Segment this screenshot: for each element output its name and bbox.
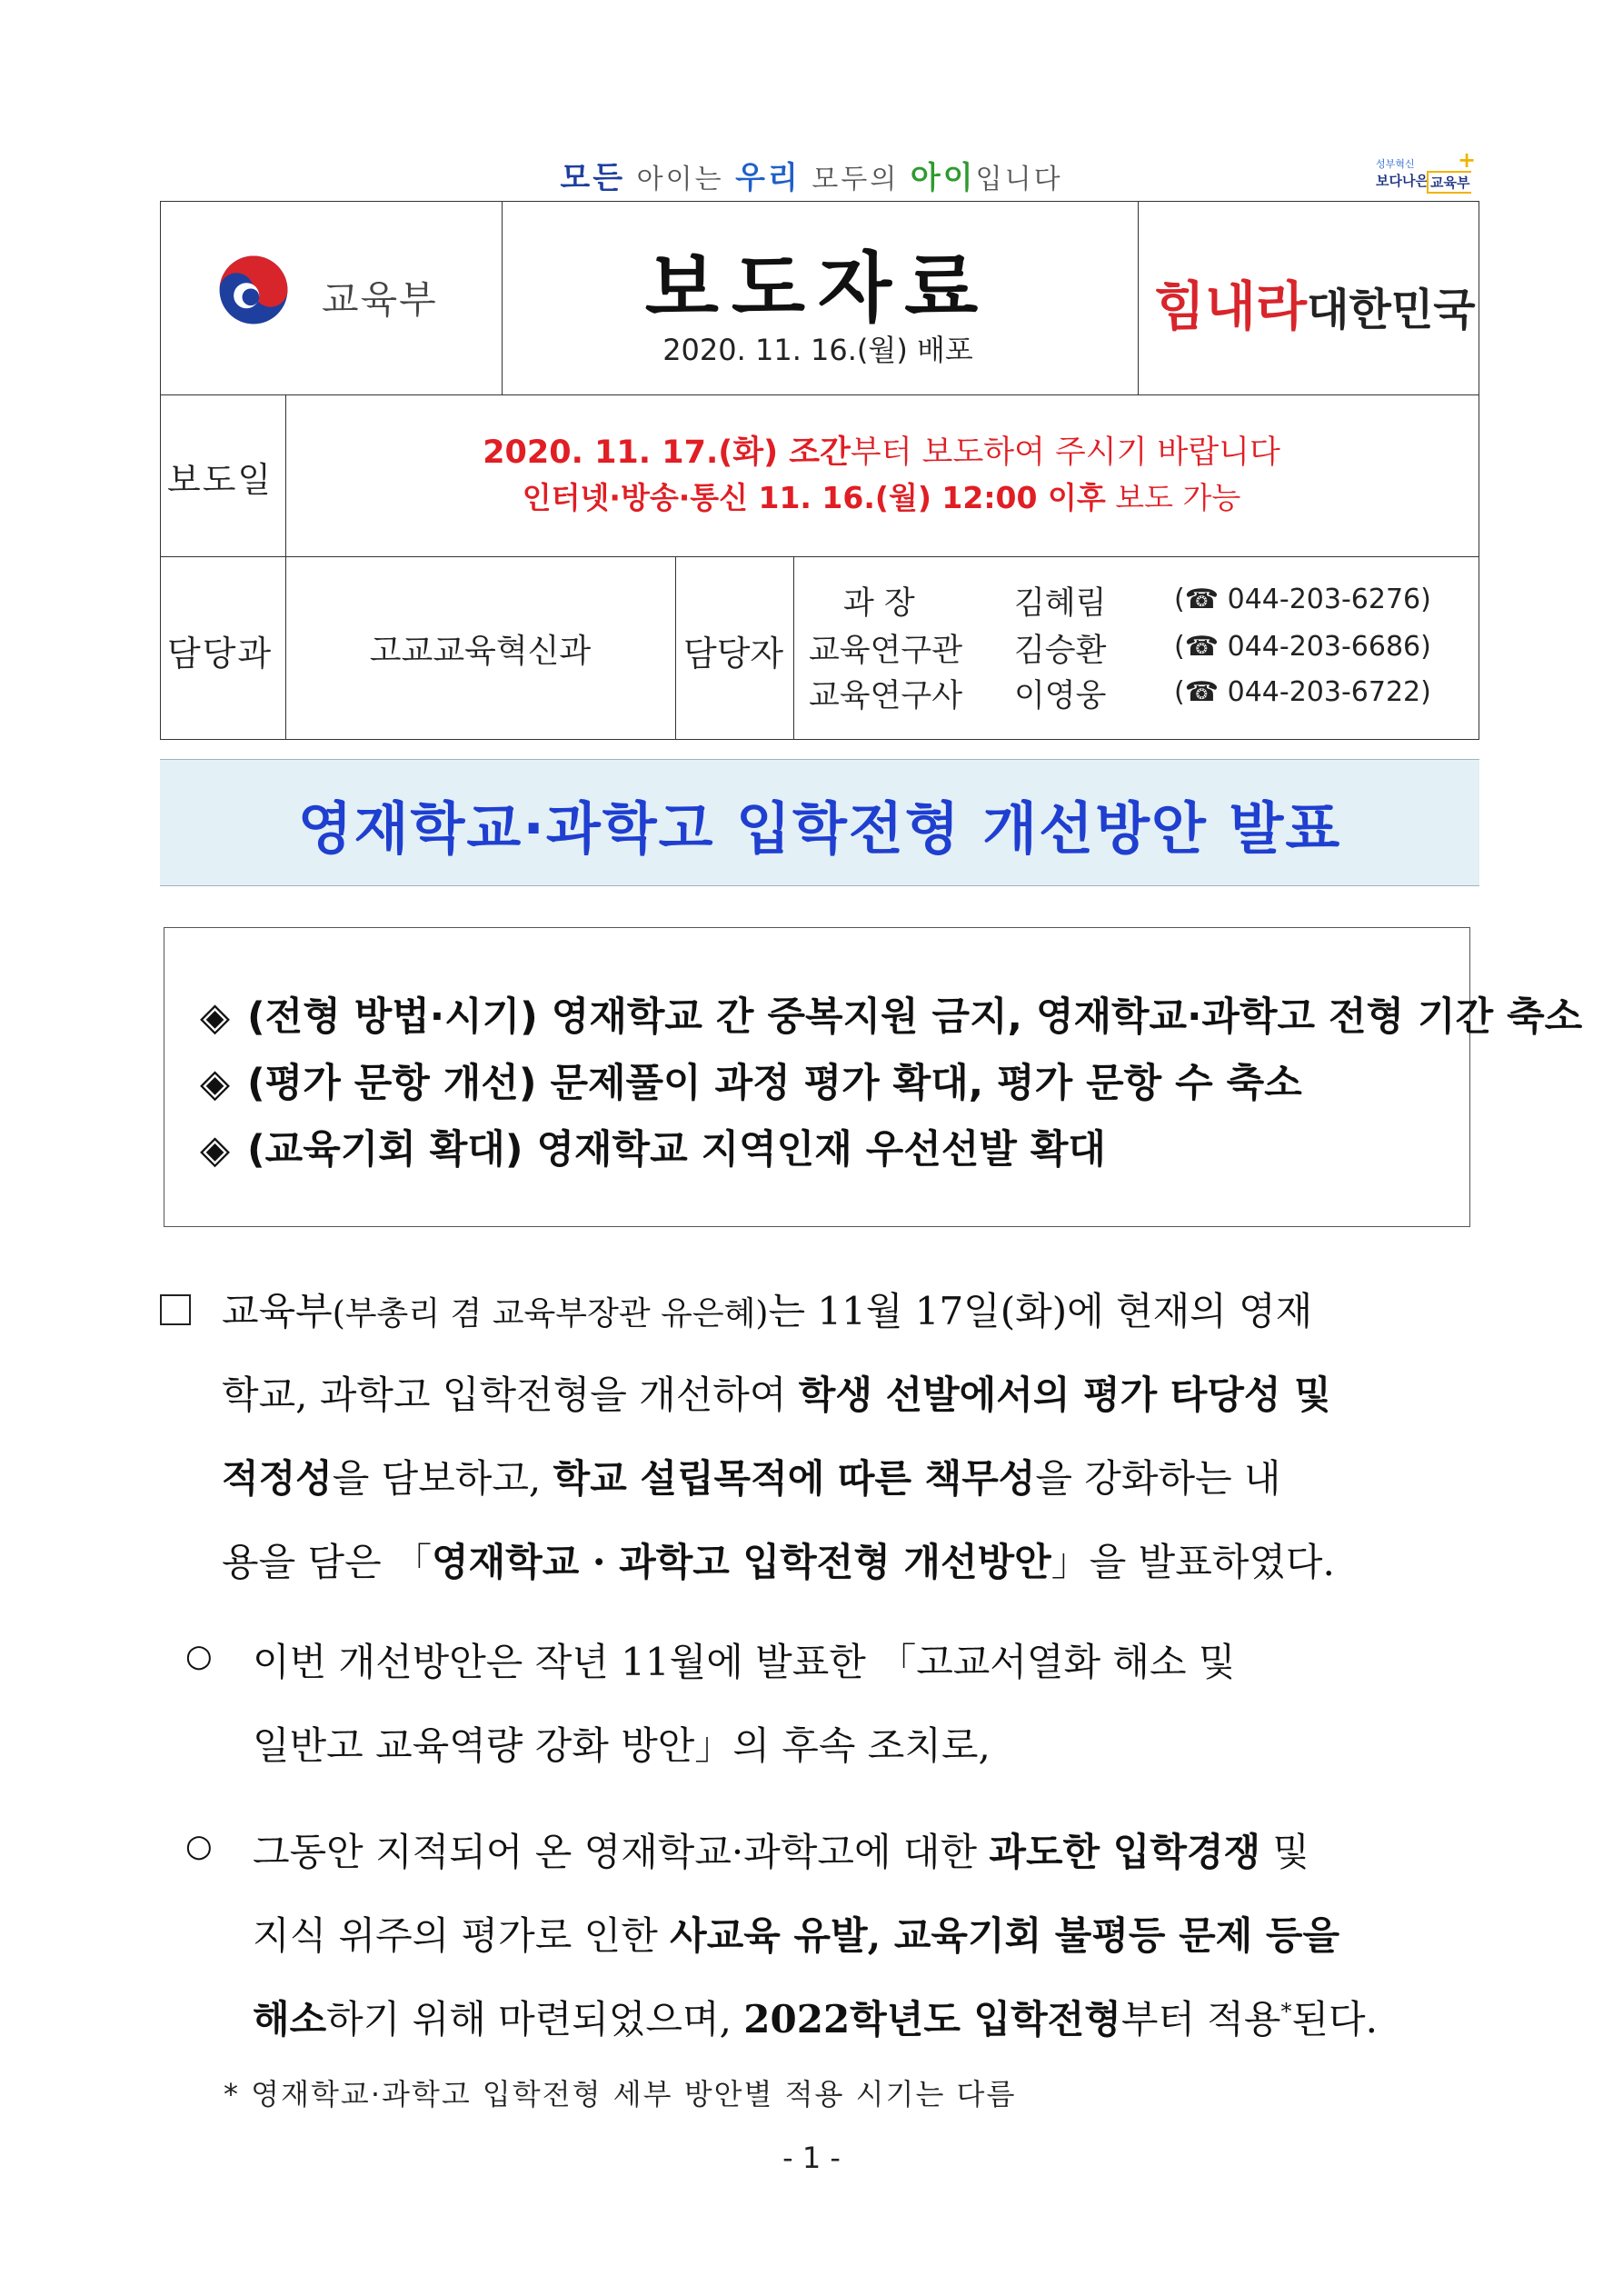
mini-logo-plus: + [1458,147,1477,173]
ministry-mini-logo [1372,147,1477,204]
text-run: (부총리 겸 교육부장관 유은혜) [332,1295,769,1333]
table-divider [160,394,1479,395]
headline: 영재학교·과학고 입학전형 개선방안 발표 [297,795,1342,862]
release-date: 2020. 11. 16.(월) 배포 [662,333,973,367]
slogan-logo [1154,264,1476,340]
staff-name: 이영웅 [1014,678,1107,714]
slogan-word: 아이는 [636,164,724,195]
text-run-bold: 학교 설립목적에 따른 책무성 [553,1456,1036,1501]
text-run: 는 11월 17일(화)에 현재의 영재 [768,1289,1313,1333]
text-run-bold: 해소 [253,1997,327,2041]
paragraph-line: 일반고 교육역량 강화 방안」의 후속 조치로, [253,1723,991,1768]
slogan-word: 모두의 [812,164,900,195]
release-line-2-rest: 보도 가능 [1105,480,1241,515]
slogan-word: 입니다 [975,164,1063,195]
staff-row [0,671,1623,714]
page-title: 보도자료 [644,244,991,333]
square-bullet-icon [160,1294,191,1325]
release-line-2-bold: 인터넷·방송·통신 11. 16.(월) 12:00 이후 [522,480,1106,515]
table-divider [160,556,1479,557]
release-line-2 [291,474,1472,517]
mini-logo-right: 교육부 [1427,171,1471,194]
circle-bullet-icon: ○ [185,1828,213,1864]
mini-logo-top: 성부혁신 [1376,158,1415,170]
staff-name: 김승환 [1014,633,1107,669]
staff-row [0,578,1623,622]
dept-label: 담당과 [167,634,274,674]
paragraph-line [222,1449,1281,1503]
paragraph-line [222,1532,1335,1587]
text-run: 학교, 과학고 입학전형을 개선하여 [222,1373,799,1417]
staff-phone: (☎ 044-203-6686) [1174,631,1431,663]
staff-phone: (☎ 044-203-6276) [1174,584,1431,615]
summary-item [200,1053,1302,1108]
paragraph-line [222,1365,1331,1420]
footnote-mark: * [1280,1999,1292,2024]
staff-row [0,625,1623,669]
slogan-word: 아이 [910,160,976,196]
staff-title: 과 장 [843,585,915,622]
release-line-1 [291,427,1472,473]
slogan-logo-red: 힘내라 [1154,275,1308,337]
text-run: 부터 적용 [1120,1997,1281,2041]
text-run: 」을 발표하였다. [1050,1540,1335,1584]
circle-bullet-icon: ○ [185,1638,213,1674]
paragraph-line: 이번 개선방안은 작년 11월에 발표한 「고교서열화 해소 및 [253,1640,1236,1684]
release-line-1-bold: 2020. 11. 17.(화) 조간 [483,434,851,471]
page-number: - 1 - [782,2141,841,2175]
text-run-bold: 과도한 입학경쟁 [989,1830,1261,1874]
text-run-bold: 영재학교 · 과학고 입학전형 개선방안 [432,1540,1051,1584]
text-run: 그동안 지적되어 온 영재학교·과학고에 대한 [253,1830,990,1874]
staff-title: 교육연구사 [809,678,963,714]
release-label: 보도일 [167,460,274,500]
summary-text: (교육기회 확대) 영재학교 지역인재 우선선발 확대 [247,1127,1106,1173]
diamond-bullet-icon: ◈ [200,1061,231,1106]
mini-logo-left: 보다나은 [1376,173,1429,189]
text-run-bold: 2022학년도 입학전형 [743,1997,1121,2041]
paragraph-line [253,1906,1339,1961]
summary-item [200,1119,1106,1174]
slogan-word: 우리 [735,160,801,196]
text-run: 용을 담은 「 [222,1540,432,1584]
staff-title: 교육연구관 [809,633,963,669]
diamond-bullet-icon: ◈ [200,994,231,1040]
release-line-1-rest: 부터 보도하여 주시기 바랍니다 [850,434,1280,471]
text-run-bold: 적정성 [222,1456,333,1501]
text-run: 을 강화하는 내 [1035,1456,1281,1501]
ministry-emblem-icon [218,255,289,325]
paragraph-line [253,1990,1378,2044]
paragraph-line [253,1822,1309,1877]
staff-phone: (☎ 044-203-6722) [1174,676,1431,708]
summary-text: (평가 문항 개선) 문제풀이 과정 평가 확대, 평가 문항 수 축소 [247,1061,1302,1106]
ministry-name: 교육부 [322,277,438,322]
staff-name: 김혜림 [1014,585,1107,622]
summary-item [200,986,1582,1042]
staff-label: 담당자 [683,634,784,674]
text-run: 하기 위해 마련되었으며, [326,1997,744,2041]
footnote: * 영재학교·과학고 입학전형 세부 방안별 적용 시기는 다름 [224,2077,1017,2111]
slogan-logo-black: 대한민국 [1307,285,1476,335]
diamond-bullet-icon: ◈ [200,1127,231,1173]
text-run: 지식 위주의 평가로 인한 [253,1913,671,1958]
text-run: 교육부 [222,1289,333,1333]
slogan-word: 모든 [560,160,626,196]
text-run: 및 [1260,1830,1309,1874]
dept-name: 고교교육혁신과 [369,633,592,670]
text-run-bold: 사교육 유발, 교육기회 불평등 문제 등을 [670,1913,1340,1958]
text-run: 을 담보하고, [332,1456,553,1501]
paragraph-line [222,1282,1312,1336]
text-run: 된다. [1291,1997,1378,2041]
summary-text: (전형 방법·시기) 영재학교 간 중복지원 금지, 영재학교·과학고 전형 기간 축소 [247,994,1583,1040]
table-divider [1138,201,1139,394]
text-run-bold: 학생 선발에서의 평가 타당성 및 [798,1373,1331,1417]
